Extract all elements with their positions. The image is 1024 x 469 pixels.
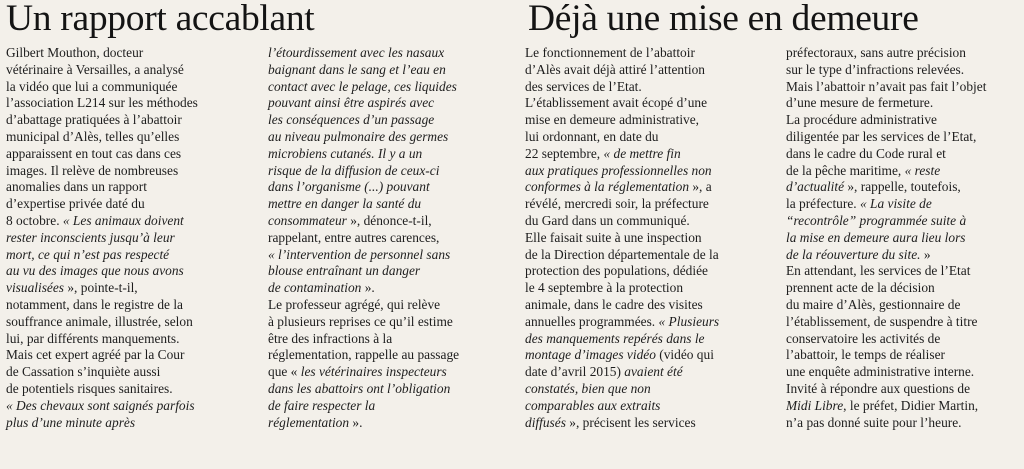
text-line xyxy=(525,381,779,398)
text-line xyxy=(6,95,260,112)
quote-text: « de mettre fin xyxy=(603,145,681,161)
body-text: diligentée par les services de l’Etat, xyxy=(786,128,977,144)
article-right-column-2 xyxy=(786,45,1024,431)
body-text: municipal d’Alès, telles qu’elles xyxy=(6,128,180,144)
quote-text: d’actualité xyxy=(786,179,845,195)
body-text: apparaissent en tout cas dans ces xyxy=(6,145,182,161)
quote-text: des manquements repérés dans le xyxy=(525,330,705,346)
text-line xyxy=(525,398,779,415)
text-line xyxy=(268,62,520,79)
text-line xyxy=(786,347,1024,364)
body-text: lui, par différents manquements. xyxy=(6,330,180,346)
quote-text: risque de la diffusion de ceux-ci xyxy=(268,162,440,178)
text-line xyxy=(268,263,520,280)
body-text: préfectoraux, sans autre précision xyxy=(786,45,966,60)
quote-text: Midi Libre xyxy=(786,397,844,413)
text-line xyxy=(786,364,1024,381)
text-line xyxy=(525,146,779,163)
text-line xyxy=(786,263,1024,280)
text-line xyxy=(268,280,520,297)
text-line xyxy=(268,163,520,180)
text-line xyxy=(6,62,260,79)
body-text: la vidéo que lui a communiquée xyxy=(6,78,178,94)
body-text: date d’avril 2015) xyxy=(525,364,625,380)
text-line xyxy=(525,314,779,331)
body-text: du Gard dans un communiqué. xyxy=(525,212,690,228)
quote-text: « Des chevaux sont saignés parfois xyxy=(6,397,195,413)
body-text: une enquête administrative interne. xyxy=(786,364,975,380)
text-line xyxy=(786,163,1024,180)
text-line xyxy=(786,196,1024,213)
body-text: », pointe-t-il, xyxy=(64,280,138,296)
body-text: anomalies dans un rapport xyxy=(6,179,147,195)
text-line xyxy=(786,314,1024,331)
quote-text: contact avec le pelage, ces liquides xyxy=(268,78,457,94)
body-text: à plusieurs reprises ce qu’il estime xyxy=(268,313,453,329)
text-line xyxy=(268,146,520,163)
body-text: Le professeur agrégé, qui relève xyxy=(268,296,441,312)
text-line xyxy=(268,297,520,314)
quote-text: de la réouverture du site. xyxy=(786,246,924,262)
quote-text: les conséquences d’un passage xyxy=(268,112,435,128)
quote-text: avaient été xyxy=(624,364,683,380)
quote-text: montage d’images vidéo xyxy=(525,347,656,363)
body-text: d’expertise privée daté du xyxy=(6,196,145,212)
body-text: conservatoire les activités de xyxy=(786,330,941,346)
text-line xyxy=(786,179,1024,196)
body-text: Elle faisait suite à une inspection xyxy=(525,229,702,245)
text-line xyxy=(6,297,260,314)
body-text: la préfecture. xyxy=(786,196,860,212)
text-line xyxy=(786,398,1024,415)
body-text: », dénonce-t-il, xyxy=(346,212,432,228)
quote-text: « La visite de xyxy=(859,196,932,212)
body-text: 22 septembre, xyxy=(525,145,604,161)
headline-left: Un rapport accablant xyxy=(6,0,315,39)
body-text: », précisent les services xyxy=(565,414,696,430)
quote-text: au niveau pulmonaire des germes xyxy=(268,128,449,144)
text-line xyxy=(525,163,779,180)
text-line xyxy=(786,247,1024,264)
text-line xyxy=(268,398,520,415)
text-line xyxy=(268,45,520,62)
body-text: », a xyxy=(689,179,712,195)
text-line xyxy=(268,314,520,331)
text-line xyxy=(6,247,260,264)
body-text: mise en demeure administrative, xyxy=(525,112,700,128)
text-line xyxy=(6,179,260,196)
article-right-column-1 xyxy=(525,45,779,431)
body-text: , le préfet, Didier Martin, xyxy=(843,397,979,413)
text-line xyxy=(6,263,260,280)
text-line xyxy=(525,79,779,96)
headline-right: Déjà une mise en demeure xyxy=(528,0,919,39)
text-line xyxy=(6,381,260,398)
quote-text: les vétérinaires inspecteurs xyxy=(300,364,447,380)
text-line xyxy=(268,247,520,264)
quote-text: « Les animaux doivent xyxy=(62,212,184,228)
article-left-column-2 xyxy=(268,45,520,431)
quote-text: de faire respecter la xyxy=(268,397,376,413)
body-text: des services de l’Etat. xyxy=(525,78,642,94)
text-line xyxy=(786,45,1024,62)
body-text: notamment, dans le registre de la xyxy=(6,296,183,312)
text-line xyxy=(268,415,520,432)
body-text: ». xyxy=(349,414,363,430)
body-text: La procédure administrative xyxy=(786,112,937,128)
text-line xyxy=(268,179,520,196)
text-line xyxy=(525,331,779,348)
text-line xyxy=(6,196,260,213)
body-text: Mais cet expert agréé par la Cour xyxy=(6,347,185,363)
text-line xyxy=(6,112,260,129)
text-line xyxy=(786,79,1024,96)
body-text: le 4 septembre à la protection xyxy=(525,280,684,296)
text-line xyxy=(525,62,779,79)
quote-text: la mise en demeure aura lieu lors xyxy=(786,229,966,245)
text-line xyxy=(786,230,1024,247)
text-line xyxy=(786,331,1024,348)
quote-text: plus d’une minute après xyxy=(6,414,136,430)
text-line xyxy=(268,331,520,348)
body-text: l’établissement, de suspendre à titre xyxy=(786,313,978,329)
text-line xyxy=(786,129,1024,146)
text-line xyxy=(268,347,520,364)
body-text: être des infractions à la xyxy=(268,330,393,346)
text-line xyxy=(525,196,779,213)
quote-text: “recontrôle” programmée suite à xyxy=(786,212,967,228)
text-line xyxy=(786,95,1024,112)
body-text: sur le type d’infractions relevées. xyxy=(786,61,965,77)
body-text: de potentiels risques sanitaires. xyxy=(6,380,173,396)
body-text: souffrance animale, illustrée, selon xyxy=(6,313,193,329)
quote-text: blouse entraînant un danger xyxy=(268,263,421,279)
text-line xyxy=(268,381,520,398)
text-line xyxy=(268,79,520,96)
text-line xyxy=(525,280,779,297)
text-line xyxy=(786,415,1024,432)
quote-text: mettre en danger la santé du xyxy=(268,196,422,212)
quote-text: dans les abattoirs ont l’obligation xyxy=(268,380,451,396)
text-line xyxy=(6,163,260,180)
text-line xyxy=(525,95,779,112)
text-line xyxy=(6,415,260,432)
body-text: l’abattoir, le temps de réaliser xyxy=(786,347,945,363)
quote-text: mort, ce qui n’est pas respecté xyxy=(6,246,170,262)
text-line xyxy=(786,146,1024,163)
text-line xyxy=(6,129,260,146)
body-text: d’une mesure de fermeture. xyxy=(786,95,934,111)
body-text: révélé, mercredi soir, la préfecture xyxy=(525,196,709,212)
quote-text: réglementation xyxy=(268,414,350,430)
body-text: annuelles programmées. xyxy=(525,313,659,329)
quote-text: conformes à la réglementation xyxy=(525,179,690,195)
body-text: L’établissement avait écopé d’une xyxy=(525,95,708,111)
text-line xyxy=(525,129,779,146)
quote-text: de contamination xyxy=(268,280,362,296)
text-line xyxy=(525,415,779,432)
text-line xyxy=(268,112,520,129)
text-line xyxy=(268,95,520,112)
text-line xyxy=(6,347,260,364)
text-line xyxy=(6,146,260,163)
text-line xyxy=(786,297,1024,314)
body-text: vétérinaire à Versailles, a analysé xyxy=(6,61,184,77)
quote-text: « l’intervention de personnel sans xyxy=(268,246,451,262)
text-line xyxy=(786,112,1024,129)
body-text: lui ordonnant, en date du xyxy=(525,128,659,144)
quote-text: consommateur xyxy=(268,212,347,228)
text-line xyxy=(6,213,260,230)
quote-text: diffusés xyxy=(525,414,566,430)
body-text: dans le cadre du Code rural et xyxy=(786,145,946,161)
text-line xyxy=(6,364,260,381)
quote-text: microbiens cutanés. Il y a un xyxy=(268,145,423,161)
body-text: images. Il relève de nombreuses xyxy=(6,162,179,178)
quote-text: baignant dans le sang et l’eau en xyxy=(268,61,446,77)
body-text: protection des populations, dédiée xyxy=(525,263,708,279)
quote-text: rester inconscients jusqu’à leur xyxy=(6,229,175,245)
quote-text: visualisées xyxy=(6,280,65,296)
text-line xyxy=(268,364,520,381)
body-text: », rappelle, toutefois, xyxy=(844,179,961,195)
text-line xyxy=(268,196,520,213)
quote-text: aux pratiques professionnelles non xyxy=(525,162,712,178)
body-text: Gilbert Mouthon, docteur xyxy=(6,45,144,60)
text-line xyxy=(786,280,1024,297)
body-text: rappelant, entre autres carences, xyxy=(268,229,440,245)
body-text: de la pêche maritime, xyxy=(786,162,905,178)
quote-text: constatés, bien que non xyxy=(525,380,651,396)
text-line xyxy=(6,314,260,331)
text-line xyxy=(6,230,260,247)
body-text: d’Alès avait déjà attiré l’attention xyxy=(525,61,705,77)
text-line xyxy=(786,381,1024,398)
body-text: » xyxy=(923,246,931,262)
text-line xyxy=(525,347,779,364)
body-text: ». xyxy=(361,280,375,296)
quote-text: comparables aux extraits xyxy=(525,397,661,413)
body-text: n’a pas donné suite pour l’heure. xyxy=(786,414,962,430)
text-line xyxy=(525,263,779,280)
text-line xyxy=(525,230,779,247)
body-text: Le fonctionnement de l’abattoir xyxy=(525,45,695,60)
text-line xyxy=(525,213,779,230)
text-line xyxy=(268,129,520,146)
text-line xyxy=(6,280,260,297)
body-text: de Cassation s’inquiète aussi xyxy=(6,364,161,380)
text-line xyxy=(268,213,520,230)
quote-text: l’étourdissement avec les nasaux xyxy=(268,45,445,60)
body-text: réglementation, rappelle au passage xyxy=(268,347,460,363)
text-line xyxy=(786,62,1024,79)
text-line xyxy=(525,179,779,196)
body-text: animale, dans le cadre des visites xyxy=(525,296,703,312)
text-line xyxy=(6,331,260,348)
quote-text: dans l’organisme (...) pouvant xyxy=(268,179,430,195)
body-text: d’abattage pratiquées à l’abattoir xyxy=(6,112,182,128)
text-line xyxy=(525,364,779,381)
quote-text: « Plusieurs xyxy=(658,313,720,329)
quote-text: « reste xyxy=(904,162,941,178)
body-text: 8 octobre. xyxy=(6,212,63,228)
body-text: du maire d’Alès, gestionnaire de xyxy=(786,296,961,312)
text-line xyxy=(6,45,260,62)
text-line xyxy=(6,79,260,96)
text-line xyxy=(6,398,260,415)
quote-text: au vu des images que nous avons xyxy=(6,263,184,279)
quote-text: pouvant ainsi être aspirés avec xyxy=(268,95,435,111)
text-line xyxy=(786,213,1024,230)
body-text: Mais l’abattoir n’avait pas fait l’objet xyxy=(786,78,987,94)
body-text: En attendant, les services de l’Etat xyxy=(786,263,971,279)
body-text: de la Direction départementale de la xyxy=(525,246,719,262)
text-line xyxy=(525,297,779,314)
text-line xyxy=(525,45,779,62)
body-text: (vidéo qui xyxy=(655,347,714,363)
body-text: que « xyxy=(268,364,301,380)
body-text: prennent acte de la décision xyxy=(786,280,935,296)
body-text: l’association L214 sur les méthodes xyxy=(6,95,198,111)
text-line xyxy=(525,247,779,264)
article-left-column-1 xyxy=(6,45,260,431)
text-line xyxy=(525,112,779,129)
body-text: Invité à répondre aux questions de xyxy=(786,380,971,396)
text-line xyxy=(268,230,520,247)
